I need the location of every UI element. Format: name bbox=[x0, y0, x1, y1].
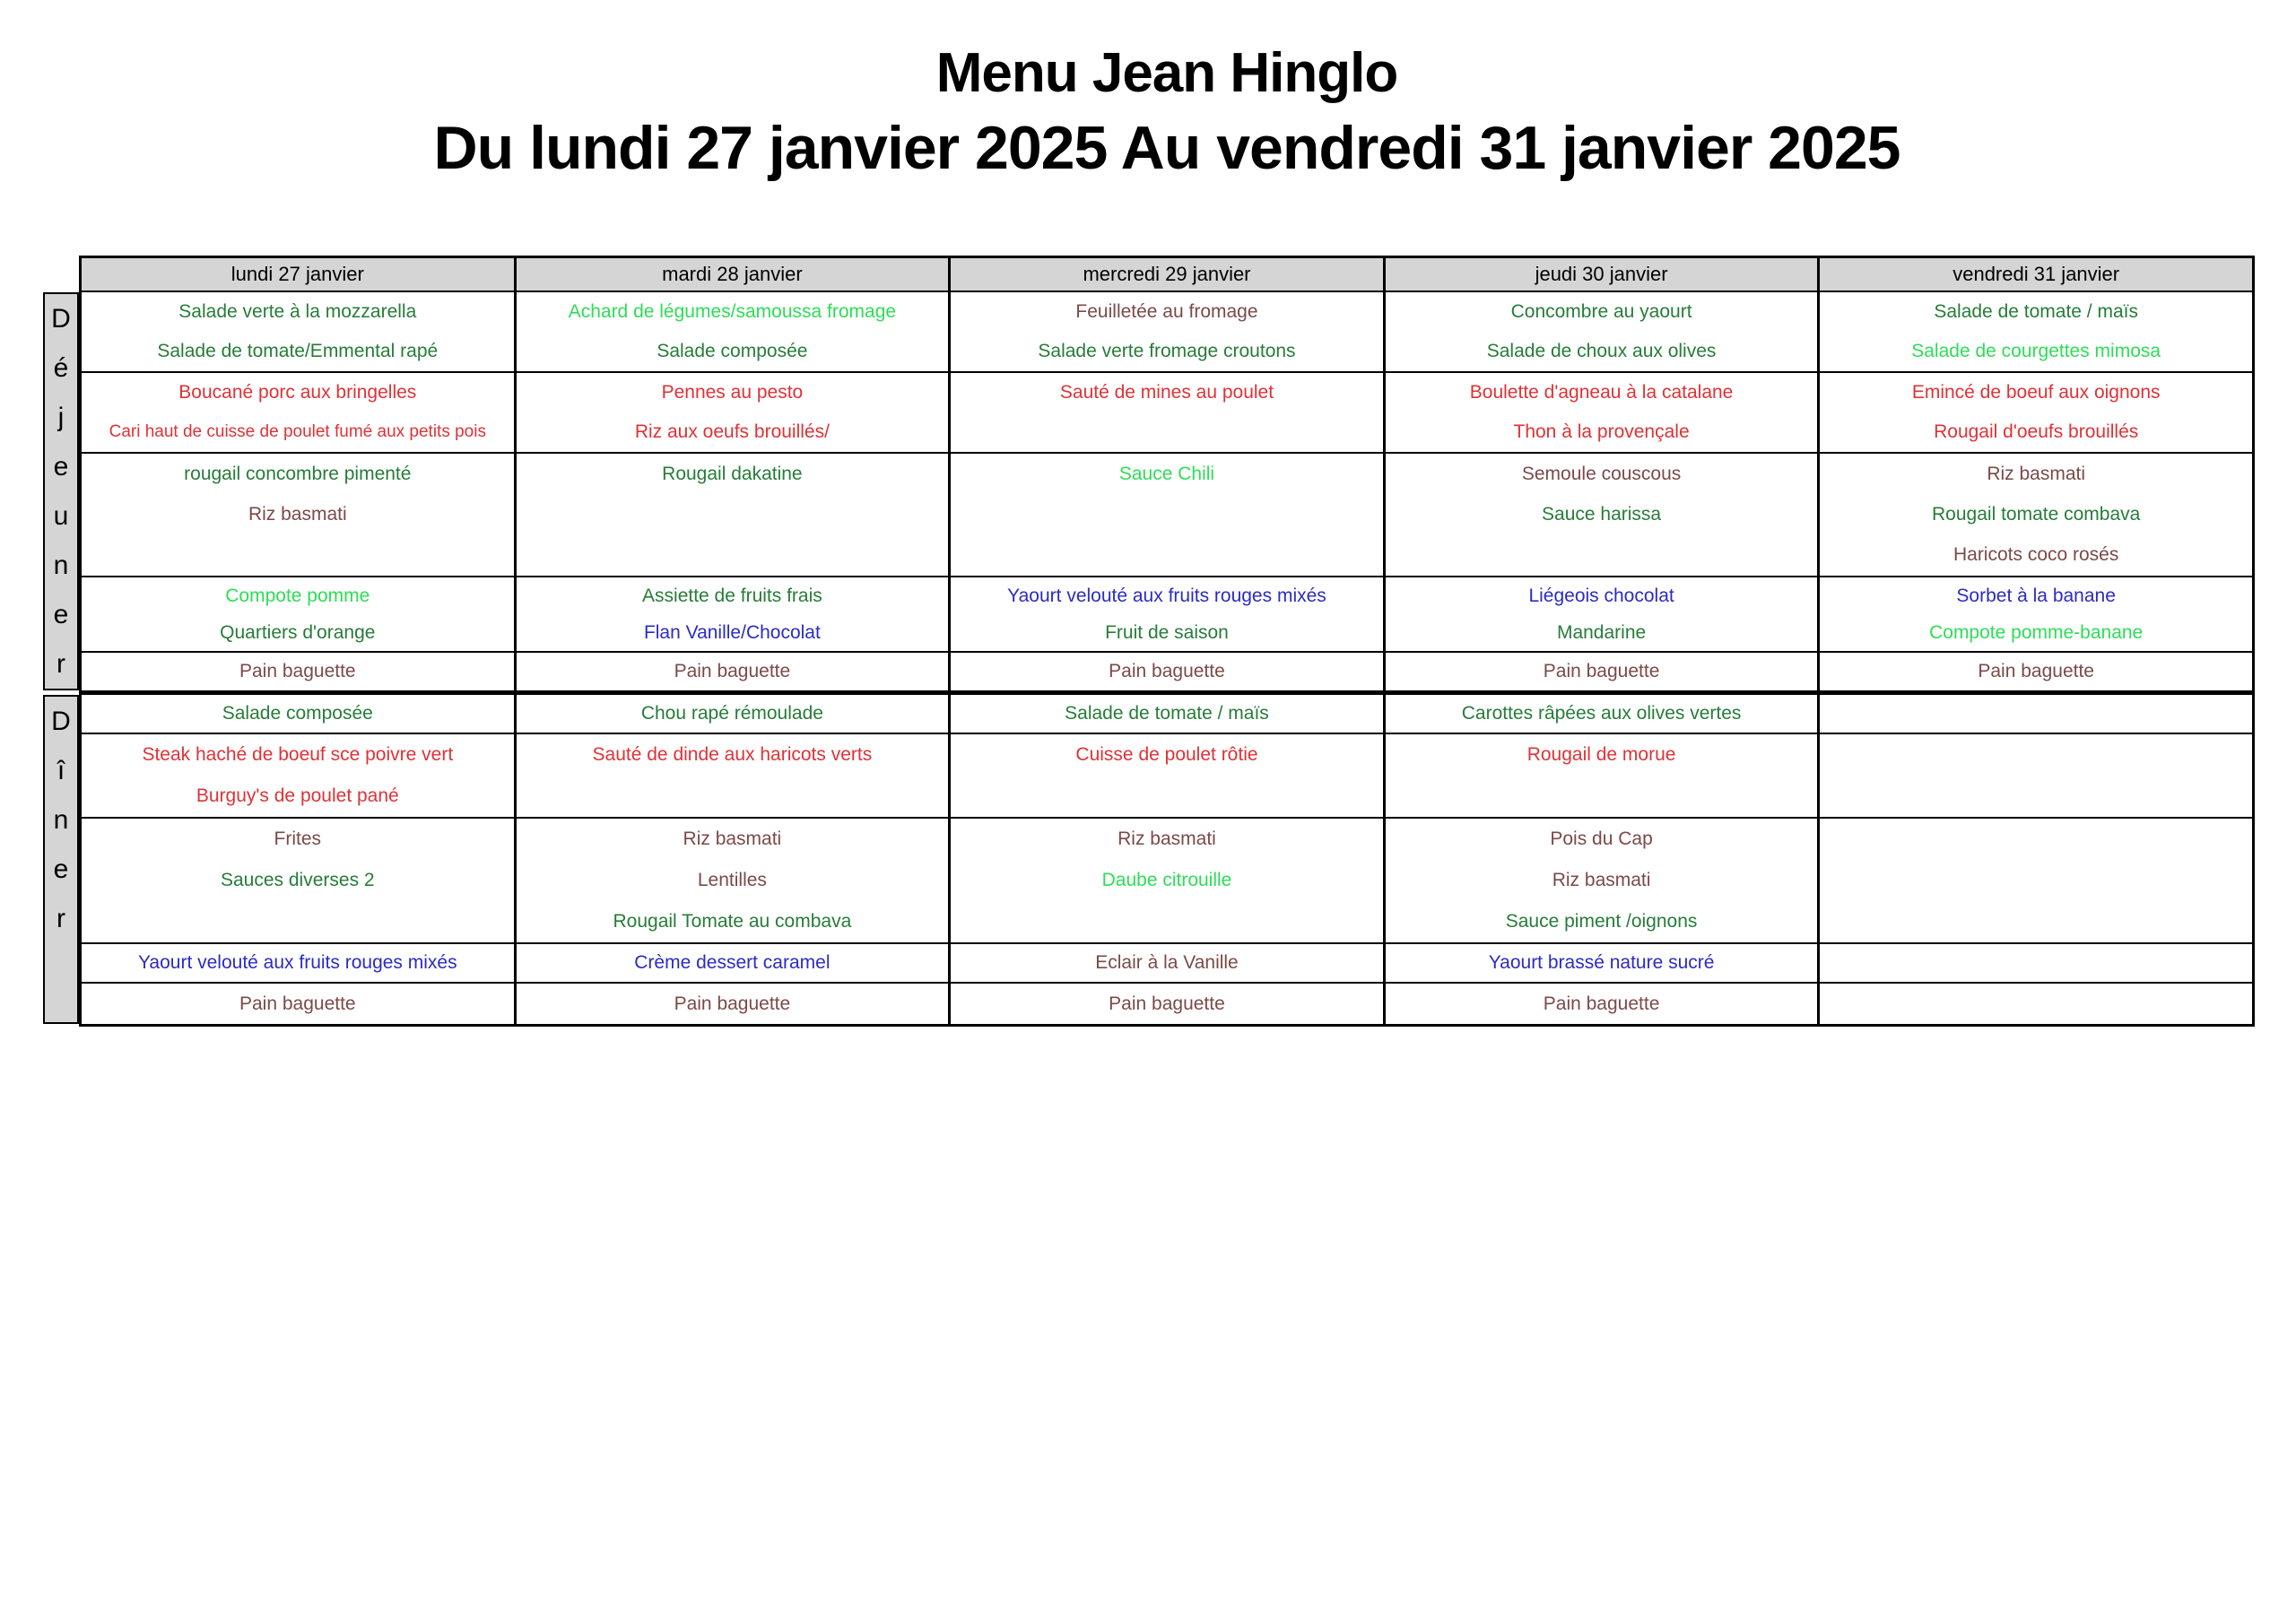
row-diner-desserts bbox=[82, 942, 2252, 982]
menu-item: Boulette d'agneau à la catalane bbox=[1469, 382, 1734, 403]
cell-dejeuner-plats-day1 bbox=[82, 373, 514, 452]
menu-item: Riz aux oeufs brouillés/ bbox=[634, 421, 830, 442]
section-dejeuner bbox=[82, 292, 2252, 690]
section-label-char: D bbox=[51, 706, 71, 736]
cell-diner-accompagnements-day2 bbox=[514, 819, 949, 942]
menu-item: Riz basmati bbox=[1987, 463, 2086, 484]
cell-diner-plats-day4 bbox=[1383, 734, 1818, 817]
cell-diner-entrees-day3 bbox=[948, 695, 1383, 733]
menu-item: Crème dessert caramel bbox=[634, 952, 831, 973]
cell-diner-plats-day3 bbox=[948, 734, 1383, 817]
menu-item: Riz basmati bbox=[1118, 828, 1216, 849]
cell-dejeuner-pain-day5 bbox=[1817, 653, 2252, 690]
menu-item: Cari haut de cuisse de poulet fumé aux petits pois bbox=[109, 422, 486, 441]
section-label-dejeuner bbox=[43, 292, 79, 690]
menu-item: Emincé de boeuf aux oignons bbox=[1911, 382, 2161, 403]
menu-item: Sauce piment /oignons bbox=[1505, 911, 1698, 932]
cell-diner-pain-day3 bbox=[948, 984, 1383, 1024]
section-label-char: r bbox=[57, 648, 65, 679]
menu-item: Salade composée bbox=[222, 703, 373, 724]
day-header-5: vendredi 31 janvier bbox=[1817, 258, 2252, 291]
cell-diner-desserts-day1 bbox=[82, 944, 514, 982]
section-label-char: e bbox=[53, 854, 69, 884]
row-diner-accompagnements bbox=[82, 817, 2252, 942]
menu-item: Chou rapé rémoulade bbox=[640, 703, 823, 724]
menu-item: Boucané porc aux bringelles bbox=[178, 382, 417, 403]
menu-item: Eclair à la Vanille bbox=[1095, 952, 1239, 973]
menu-item: Pain baguette bbox=[1978, 661, 2094, 681]
cell-dejeuner-pain-day4 bbox=[1383, 653, 1818, 690]
menu-item: Rougail d'oeufs brouillés bbox=[1934, 421, 2139, 442]
cell-dejeuner-desserts-day1 bbox=[82, 577, 514, 651]
menu-item: Yaourt velouté aux fruits rouges mixés bbox=[1007, 585, 1326, 606]
menu-item: Yaourt velouté aux fruits rouges mixés bbox=[137, 952, 457, 973]
menu-item: Riz basmati bbox=[248, 503, 347, 525]
cell-dejeuner-pain-day1 bbox=[82, 653, 514, 690]
menu-item: Achard de légumes/samoussa fromage bbox=[568, 301, 897, 322]
menu-item: Frites bbox=[274, 828, 322, 849]
menu-item: Sauces diverses 2 bbox=[221, 870, 375, 890]
menu-item: Riz basmati bbox=[683, 828, 782, 849]
menu-item: Salade verte fromage croutons bbox=[1038, 341, 1296, 361]
cell-dejeuner-accompagnements-day1 bbox=[82, 454, 514, 576]
menu-item: Carottes râpées aux olives vertes bbox=[1461, 703, 1742, 724]
cell-diner-entrees-day1 bbox=[82, 695, 514, 733]
menu-item: Pennes au pesto bbox=[661, 382, 804, 403]
row-diner-entrees bbox=[82, 695, 2252, 733]
cell-diner-accompagnements-day1 bbox=[82, 819, 514, 942]
menu-item: Flan Vanille/Chocolat bbox=[643, 621, 821, 643]
menu-item: Steak haché de boeuf sce poivre vert bbox=[142, 744, 454, 765]
menu-title-line2: Du lundi 27 janvier 2025 Au vendredi 31 janvier 2025 bbox=[433, 114, 1900, 182]
menu-item: Sauté de dinde aux haricots verts bbox=[592, 744, 873, 765]
cell-diner-pain-day1 bbox=[82, 984, 514, 1024]
menu-item: Rougail Tomate au combava bbox=[613, 911, 852, 932]
menu-item: Salade verte à la mozzarella bbox=[178, 301, 417, 322]
cell-dejeuner-pain-day3 bbox=[948, 653, 1383, 690]
menu-item: Liégeois chocolat bbox=[1528, 585, 1674, 606]
menu-item: Yaourt brassé nature sucré bbox=[1488, 952, 1715, 973]
menu-item: Pain baguette bbox=[239, 661, 356, 681]
menu-item: Sauce Chili bbox=[1118, 463, 1215, 484]
page-title bbox=[79, 38, 2255, 186]
menu-item: Salade composée bbox=[657, 341, 808, 361]
menu-item: Rougail de morue bbox=[1526, 744, 1676, 765]
menu-item: Salade de tomate / maïs bbox=[1065, 703, 1269, 724]
menu-item: Feuilletée au fromage bbox=[1075, 301, 1258, 322]
menu-item: Compote pomme-banane bbox=[1929, 621, 2144, 643]
cell-diner-plats-day5 bbox=[1817, 734, 2252, 817]
menu-item: Pain baguette bbox=[674, 661, 791, 681]
menu-item: Pain baguette bbox=[1109, 993, 1225, 1014]
cell-dejeuner-entrees-day3 bbox=[948, 292, 1383, 371]
day-header-3: mercredi 29 janvier bbox=[948, 258, 1383, 291]
cell-dejeuner-entrees-day5 bbox=[1817, 292, 2252, 371]
cell-dejeuner-entrees-day1 bbox=[82, 292, 514, 371]
day-header-4: jeudi 30 janvier bbox=[1383, 258, 1818, 291]
cell-dejeuner-desserts-day3 bbox=[948, 577, 1383, 651]
menu-item: Rougail tomate combava bbox=[1932, 503, 2141, 525]
cell-dejeuner-plats-day5 bbox=[1817, 373, 2252, 452]
cell-dejeuner-desserts-day2 bbox=[514, 577, 949, 651]
section-label-diner bbox=[43, 695, 79, 1024]
cell-diner-pain-day2 bbox=[514, 984, 949, 1024]
menu-item: Concombre au yaourt bbox=[1510, 301, 1692, 322]
menu-item: Haricots coco rosés bbox=[1952, 544, 2119, 566]
menu-item: Compote pomme bbox=[225, 585, 370, 606]
menu-item: Cuisse de poulet rôtie bbox=[1075, 744, 1258, 765]
menu-item: Semoule couscous bbox=[1521, 463, 1682, 484]
cell-diner-pain-day4 bbox=[1383, 984, 1818, 1024]
menu-item: Pain baguette bbox=[1109, 661, 1225, 681]
row-dejeuner-desserts bbox=[82, 576, 2252, 651]
menu-item: Pois du Cap bbox=[1550, 828, 1653, 849]
menu-item: rougail concombre pimenté bbox=[184, 463, 412, 484]
section-label-char: é bbox=[53, 352, 69, 383]
menu-item: Mandarine bbox=[1556, 621, 1647, 643]
cell-dejeuner-accompagnements-day2 bbox=[514, 454, 949, 576]
cell-diner-entrees-day4 bbox=[1383, 695, 1818, 733]
menu-item: Rougail dakatine bbox=[662, 463, 803, 484]
menu-item: Salade de tomate/Emmental rapé bbox=[157, 341, 439, 361]
cell-diner-desserts-day3 bbox=[948, 944, 1383, 982]
section-label-char: r bbox=[57, 903, 65, 933]
cell-dejeuner-desserts-day5 bbox=[1817, 577, 2252, 651]
cell-dejeuner-accompagnements-day4 bbox=[1383, 454, 1818, 576]
cell-dejeuner-entrees-day2 bbox=[514, 292, 949, 371]
cell-diner-accompagnements-day3 bbox=[948, 819, 1383, 942]
menu-item: Burguy's de poulet pané bbox=[196, 785, 399, 806]
day-header-2: mardi 28 janvier bbox=[514, 258, 949, 291]
section-label-char: î bbox=[57, 755, 65, 785]
cell-diner-entrees-day2 bbox=[514, 695, 949, 733]
menu-item: Pain baguette bbox=[674, 993, 791, 1014]
section-label-char: n bbox=[53, 804, 69, 835]
menu-item: Daube citrouille bbox=[1101, 870, 1232, 890]
cell-diner-accompagnements-day4 bbox=[1383, 819, 1818, 942]
menu-item: Salade de choux aux olives bbox=[1486, 341, 1717, 361]
menu-item: Sorbet à la banane bbox=[1956, 585, 2116, 606]
cell-diner-pain-day5 bbox=[1817, 984, 2252, 1024]
cell-dejeuner-pain-day2 bbox=[514, 653, 949, 690]
menu-item: Thon à la provençale bbox=[1513, 421, 1690, 442]
menu-item: Pain baguette bbox=[239, 993, 356, 1014]
cell-dejeuner-entrees-day4 bbox=[1383, 292, 1818, 371]
cell-dejeuner-plats-day2 bbox=[514, 373, 949, 452]
cell-diner-accompagnements-day5 bbox=[1817, 819, 2252, 942]
cell-diner-desserts-day4 bbox=[1383, 944, 1818, 982]
menu-item: Sauté de mines au poulet bbox=[1059, 382, 1274, 403]
section-label-char: u bbox=[53, 500, 69, 531]
cell-diner-entrees-day5 bbox=[1817, 695, 2252, 733]
row-dejeuner-accompagnements bbox=[82, 452, 2252, 576]
row-dejeuner-entrees bbox=[82, 292, 2252, 371]
section-diner bbox=[82, 690, 2252, 1024]
section-label-char: D bbox=[51, 303, 71, 334]
menu-item: Assiette de fruits frais bbox=[642, 585, 822, 606]
menu-item: Sauce harissa bbox=[1542, 503, 1662, 525]
row-diner-plats bbox=[82, 733, 2252, 817]
menu-item: Riz basmati bbox=[1552, 870, 1651, 890]
cell-dejeuner-plats-day3 bbox=[948, 373, 1383, 452]
menu-item: Salade de courgettes mimosa bbox=[1911, 341, 2161, 361]
cell-diner-plats-day1 bbox=[82, 734, 514, 817]
menu-item: Lentilles bbox=[697, 870, 767, 890]
cell-dejeuner-accompagnements-day3 bbox=[948, 454, 1383, 576]
cell-dejeuner-plats-day4 bbox=[1383, 373, 1818, 452]
section-label-char: n bbox=[53, 550, 69, 580]
section-label-char: j bbox=[57, 402, 65, 432]
row-dejeuner-pain bbox=[82, 651, 2252, 690]
cell-dejeuner-desserts-day4 bbox=[1383, 577, 1818, 651]
menu-item: Quartiers d'orange bbox=[220, 621, 376, 643]
menu-table bbox=[79, 256, 2255, 1027]
cell-dejeuner-accompagnements-day5 bbox=[1817, 454, 2252, 576]
cell-diner-desserts-day2 bbox=[514, 944, 949, 982]
row-diner-pain bbox=[82, 982, 2252, 1024]
menu-item: Pain baguette bbox=[1543, 993, 1660, 1014]
menu-item: Salade de tomate / maïs bbox=[1934, 301, 2138, 322]
cell-diner-desserts-day5 bbox=[1817, 944, 2252, 982]
section-label-char: e bbox=[53, 599, 69, 629]
menu-item: Pain baguette bbox=[1543, 661, 1660, 681]
day-header-1: lundi 27 janvier bbox=[230, 263, 364, 285]
cell-diner-plats-day2 bbox=[514, 734, 949, 817]
menu-item: Fruit de saison bbox=[1105, 621, 1229, 643]
day-header-row bbox=[82, 258, 2252, 292]
menu-title-line1: Menu Jean Hinglo bbox=[935, 42, 1398, 104]
section-label-char: e bbox=[53, 451, 69, 481]
row-dejeuner-plats bbox=[82, 371, 2252, 452]
